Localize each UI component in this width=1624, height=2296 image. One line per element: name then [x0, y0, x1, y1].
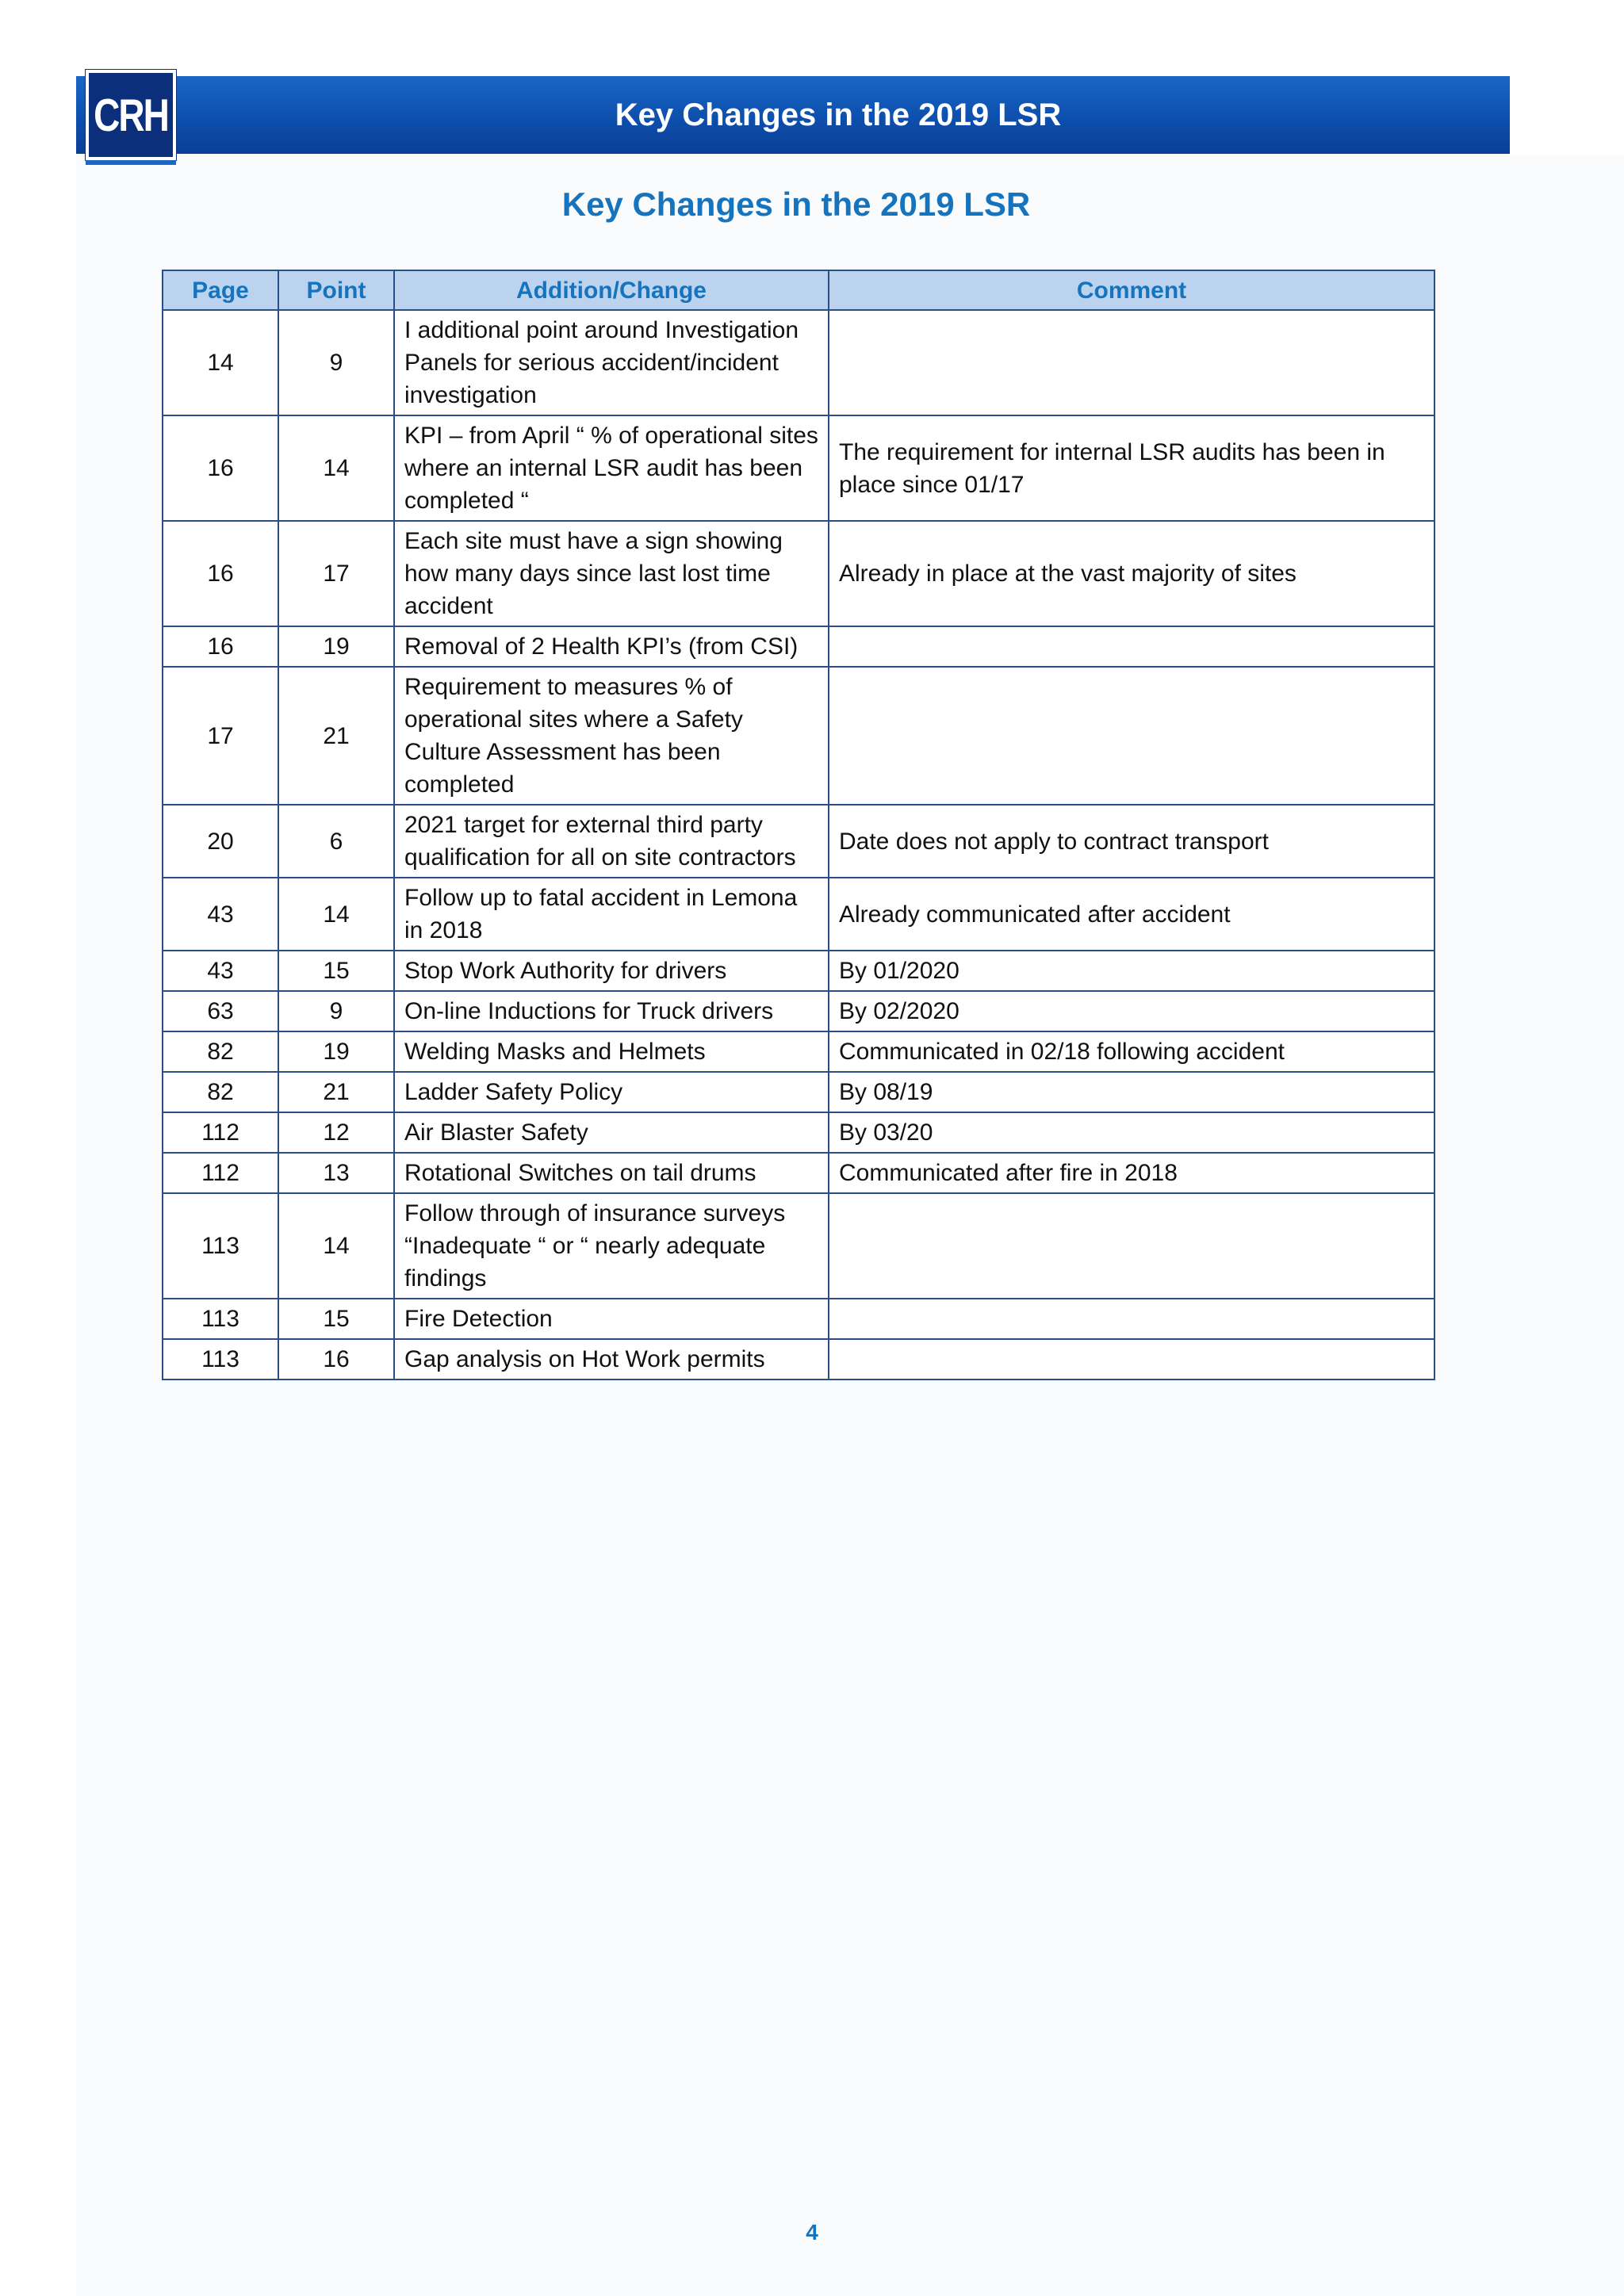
table-row	[163, 415, 1434, 521]
cell-change: Ladder Safety Policy	[394, 1072, 829, 1112]
logo-text: CRH	[94, 89, 168, 141]
cell-point: 15	[278, 951, 394, 991]
cell-comment: By 02/2020	[829, 991, 1434, 1031]
table-row	[163, 1339, 1434, 1380]
table-row	[163, 1193, 1434, 1299]
cell-change: Stop Work Authority for drivers	[394, 951, 829, 991]
table-row	[163, 521, 1434, 626]
cell-change: Requirement to measures % of operational sites where a Safety Culture Assessment has been completed	[394, 667, 829, 805]
cell-comment	[829, 1299, 1434, 1339]
table-row	[163, 626, 1434, 667]
cell-point: 14	[278, 415, 394, 521]
cell-change: Gap analysis on Hot Work permits	[394, 1339, 829, 1380]
table-row	[163, 1112, 1434, 1153]
cell-point: 19	[278, 1031, 394, 1072]
cell-point: 13	[278, 1153, 394, 1193]
key-changes-table	[162, 270, 1435, 1380]
cell-page: 16	[163, 521, 278, 626]
header-point: Point	[278, 270, 394, 310]
cell-change: Follow up to fatal accident in Lemona in 2018	[394, 878, 829, 951]
header-addition-change: Addition/Change	[394, 270, 829, 310]
cell-page: 43	[163, 878, 278, 951]
cell-comment: By 08/19	[829, 1072, 1434, 1112]
cell-page: 82	[163, 1031, 278, 1072]
table-body	[163, 310, 1434, 1380]
table-row	[163, 667, 1434, 805]
cell-page: 16	[163, 415, 278, 521]
page-number: 4	[806, 2220, 818, 2244]
cell-page: 112	[163, 1153, 278, 1193]
cell-change: KPI – from April “ % of operational sites where an internal LSR audit has been completed “	[394, 415, 829, 521]
cell-page: 113	[163, 1193, 278, 1299]
cell-change: Each site must have a sign showing how many days since last lost time accident	[394, 521, 829, 626]
table-row	[163, 310, 1434, 415]
cell-page: 82	[163, 1072, 278, 1112]
cell-comment: Already in place at the vast majority of sites	[829, 521, 1434, 626]
cell-comment: Date does not apply to contract transport	[829, 805, 1434, 878]
cell-point: 14	[278, 878, 394, 951]
table-row	[163, 991, 1434, 1031]
crh-logo	[86, 70, 176, 160]
cell-comment	[829, 1339, 1434, 1380]
cell-comment: By 03/20	[829, 1112, 1434, 1153]
cell-comment: Communicated after fire in 2018	[829, 1153, 1434, 1193]
logo-accent	[86, 160, 176, 165]
cell-change: Follow through of insurance surveys “Inadequate “ or “ nearly adequate findings	[394, 1193, 829, 1299]
cell-point: 17	[278, 521, 394, 626]
cell-change: Fire Detection	[394, 1299, 829, 1339]
cell-point: 9	[278, 991, 394, 1031]
cell-point: 15	[278, 1299, 394, 1339]
cell-point: 12	[278, 1112, 394, 1153]
header-page: Page	[163, 270, 278, 310]
table-row	[163, 1299, 1434, 1339]
cell-point: 21	[278, 1072, 394, 1112]
cell-point: 9	[278, 310, 394, 415]
cell-page: 43	[163, 951, 278, 991]
cell-page: 14	[163, 310, 278, 415]
cell-change: 2021 target for external third party qualification for all on site contractors	[394, 805, 829, 878]
cell-comment: By 01/2020	[829, 951, 1434, 991]
table-row	[163, 1072, 1434, 1112]
cell-change: Removal of 2 Health KPI’s (from CSI)	[394, 626, 829, 667]
cell-change: On-line Inductions for Truck drivers	[394, 991, 829, 1031]
cell-point: 19	[278, 626, 394, 667]
cell-comment: Communicated in 02/18 following accident	[829, 1031, 1434, 1072]
cell-page: 113	[163, 1299, 278, 1339]
cell-point: 21	[278, 667, 394, 805]
table-row	[163, 1031, 1434, 1072]
cell-comment	[829, 310, 1434, 415]
header-title: Key Changes in the 2019 LSR	[615, 98, 1062, 132]
cell-comment: Already communicated after accident	[829, 878, 1434, 951]
cell-comment	[829, 1193, 1434, 1299]
cell-change: Rotational Switches on tail drums	[394, 1153, 829, 1193]
cell-change: I additional point around Investigation Panels for serious accident/incident investigation	[394, 310, 829, 415]
table-row	[163, 878, 1434, 951]
header-comment: Comment	[829, 270, 1434, 310]
cell-page: 113	[163, 1339, 278, 1380]
cell-comment: The requirement for internal LSR audits has been in place since 01/17	[829, 415, 1434, 521]
cell-comment	[829, 667, 1434, 805]
cell-point: 16	[278, 1339, 394, 1380]
table-row	[163, 1153, 1434, 1193]
document-title: Key Changes in the 2019 LSR	[561, 186, 1031, 223]
cell-point: 14	[278, 1193, 394, 1299]
cell-change: Air Blaster Safety	[394, 1112, 829, 1153]
table-row	[163, 805, 1434, 878]
cell-page: 17	[163, 667, 278, 805]
cell-page: 63	[163, 991, 278, 1031]
cell-change: Welding Masks and Helmets	[394, 1031, 829, 1072]
cell-point: 6	[278, 805, 394, 878]
table-row	[163, 951, 1434, 991]
cell-page: 112	[163, 1112, 278, 1153]
table-header-row	[163, 270, 1434, 310]
cell-page: 20	[163, 805, 278, 878]
cell-comment	[829, 626, 1434, 667]
cell-page: 16	[163, 626, 278, 667]
